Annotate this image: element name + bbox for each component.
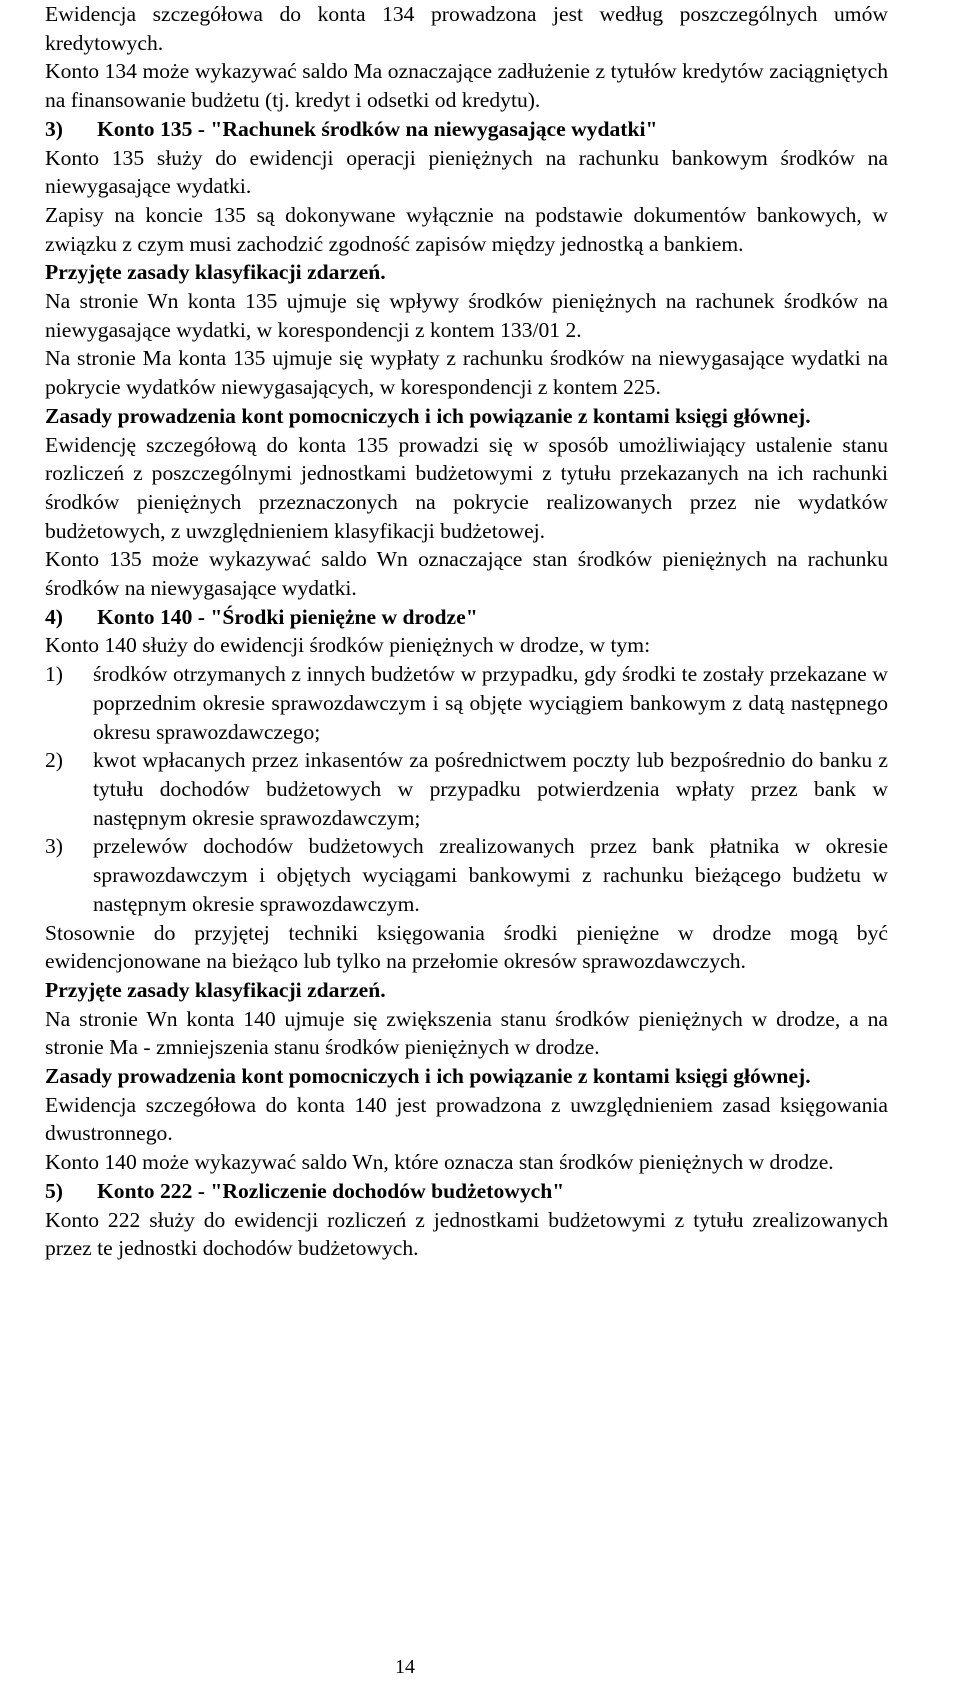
paragraph: Stosownie do przyjętej techniki księgowania środki pieniężne w drodze mogą być ewidencjonowane na bieżąco lub tylko na przełomie okresów sprawozdawczych. — [45, 920, 888, 974]
paragraph: Konto 134 może wykazywać saldo Ma oznaczające zadłużenie z tytułów kredytów zaciągniętych na finansowanie budżetu (tj. kredyt i odsetki od kredytu). — [45, 59, 888, 113]
list-item — [45, 832, 888, 918]
subheading: Przyjęte zasady klasyfikacji zdarzeń. — [45, 260, 386, 285]
document-page — [45, 0, 888, 1263]
subheading: Zasady prowadzenia kont pomocniczych i ich powiązanie z kontami księgi głównej. — [45, 1064, 811, 1089]
section-title: Konto 222 - "Rozliczenie dochodów budżetowych" — [97, 1178, 565, 1203]
subheading: Zasady prowadzenia kont pomocniczych i ich powiązanie z kontami księgi głównej. — [45, 403, 811, 428]
section-heading — [45, 603, 888, 632]
page-number: 14 — [395, 1656, 415, 1678]
paragraph: Zapisy na koncie 135 są dokonywane wyłącznie na podstawie dokumentów bankowych, w związku z czym musi zachodzić zgodność zapisów między jednostką a bankiem. — [45, 202, 888, 256]
paragraph: Na stronie Wn konta 140 ujmuje się zwiększenia stanu środków pieniężnych w drodze, a na stronie Ma - zmniejszenia stanu środków pieniężnych w drodze. — [45, 1006, 888, 1060]
section-heading — [45, 115, 888, 144]
list-item-number: 3) — [45, 834, 63, 859]
paragraph: Ewidencja szczegółowa do konta 134 prowadzona jest według poszczególnych umów kredytowych. — [45, 2, 888, 55]
section-number: 3) — [45, 116, 63, 141]
list-item-text: przelewów dochodów budżetowych zrealizowanych przez bank płatnika w okresie sprawozdawczym i objętych wyciągami bankowymi z rachunku bieżącego budżetu w następnym okresie sprawozdawczym. — [93, 834, 888, 916]
paragraph: Konto 135 służy do ewidencji operacji pieniężnych na rachunku bankowym środków na niewygasające wydatki. — [45, 145, 888, 199]
section-number: 4) — [45, 604, 63, 629]
list-item-number: 1) — [45, 662, 63, 687]
paragraph: Na stronie Ma konta 135 ujmuje się wypłaty z rachunku środków na niewygasające wydatki na pokrycie wydatków niewygasających, w korespondencji z kontem 225. — [45, 346, 888, 400]
list-item — [45, 660, 888, 746]
list-item-text: środków otrzymanych z innych budżetów w przypadku, gdy środki te zostały przekazane w poprzednim okresie sprawozdawczym i są objęte wyciągiem bankowym z datą następnego okresu sprawozdawczego; — [93, 662, 888, 744]
paragraph: Na stronie Wn konta 135 ujmuje się wpływy środków pieniężnych na rachunek środków na niewygasające wydatki, w korespondencji z kontem 133/01 2. — [45, 289, 888, 342]
paragraph: Konto 222 służy do ewidencji rozliczeń z jednostkami budżetowymi z tytułu zrealizowanych przez te jednostki dochodów budżetowych. — [45, 1207, 888, 1261]
section-number: 5) — [45, 1178, 63, 1203]
section-heading — [45, 1177, 888, 1206]
paragraph: Ewidencję szczegółową do konta 135 prowadzi się w sposób umożliwiający ustalenie stanu rozliczeń z poszczególnymi jednostkami budżetowymi z tytułu przekazanych na ich rachunki środków pieniężnych przeznaczonych na pokrycie realizowanych przez nie wydatków budżetowych, z uwzględnieniem klasyfikacji budżetowej. — [45, 432, 888, 543]
section-title: Konto 140 - "Środki pieniężne w drodze" — [97, 604, 478, 629]
paragraph: Konto 140 służy do ewidencji środków pieniężnych w drodze, w tym: — [45, 633, 651, 658]
paragraph: Konto 140 może wykazywać saldo Wn, które oznacza stan środków pieniężnych w drodze. — [45, 1150, 834, 1175]
section-title: Konto 135 - "Rachunek środków na niewygasające wydatki" — [97, 116, 658, 141]
list-item-text: kwot wpłacanych przez inkasentów za pośrednictwem poczty lub bezpośrednio do banku z tytułu dochodów budżetowych w przypadku potwierdzenia wpłaty przez bank w następnym okresie sprawozdawczym; — [93, 748, 888, 830]
list-item — [45, 746, 888, 832]
paragraph: Ewidencja szczegółowa do konta 140 jest prowadzona z uwzględnieniem zasad księgowania dwustronnego. — [45, 1092, 888, 1146]
paragraph: Konto 135 może wykazywać saldo Wn oznaczające stan środków pieniężnych na rachunku środków na niewygasające wydatki. — [45, 547, 888, 601]
subheading: Przyjęte zasady klasyfikacji zdarzeń. — [45, 977, 386, 1002]
list-item-number: 2) — [45, 748, 63, 773]
